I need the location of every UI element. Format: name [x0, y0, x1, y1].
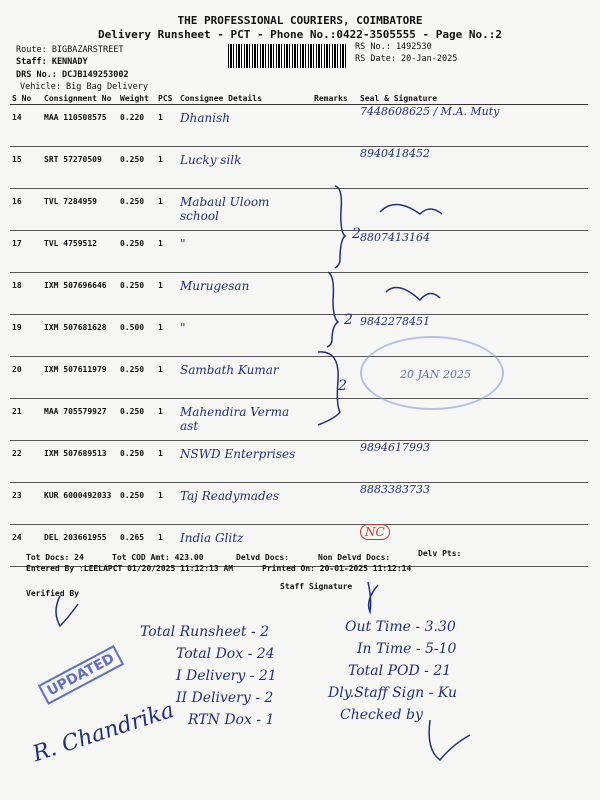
row-weight: 0.250 [120, 407, 145, 416]
row-pcs: 1 [158, 239, 163, 248]
col-signature: Seal & Signature [358, 92, 588, 105]
row-signature: 9894617993 [360, 441, 430, 454]
row-consignment: MAA 110508575 [44, 113, 107, 122]
row-consignee: " [180, 321, 186, 335]
row-sno: 18 [12, 281, 22, 290]
remark-16-17: 2 [352, 226, 361, 242]
row-pcs: 1 [158, 281, 163, 290]
col-consignee: Consignee Details [178, 92, 312, 105]
row-pcs: 1 [158, 323, 163, 332]
staff-signature-stroke [368, 582, 378, 612]
row-weight: 0.250 [120, 155, 145, 164]
company-title: THE PROFESSIONAL COURIERS, COIMBATORE [177, 14, 423, 27]
row-weight: 0.250 [120, 239, 145, 248]
row-sno: 23 [12, 491, 22, 500]
row-weight: 0.250 [120, 197, 145, 206]
row-consignment: IXM 507611979 [44, 365, 107, 374]
row-consignee: Mabaul Uloom school [180, 195, 270, 223]
row-consignee: India Glitz [180, 531, 244, 545]
bracket-18-19 [327, 272, 338, 347]
row-consignee: " [180, 237, 186, 251]
row-pcs: 1 [158, 407, 163, 416]
row-weight: 0.220 [120, 113, 145, 122]
row-signature: 8883383733 [360, 483, 430, 496]
tot-cod: Tot COD Amt: 423.00 [112, 553, 204, 562]
summary-second-delivery: II Delivery - 2 [176, 690, 274, 706]
delvd-docs: Delvd Docs: [236, 553, 289, 562]
row-pcs: 1 [158, 449, 163, 458]
summary-total-runsheet: Total Runsheet - 2 [140, 624, 270, 640]
summary-dly-staff-sign: Dly.Staff Sign - Ku [328, 685, 457, 701]
summary-first-delivery: I Delivery - 21 [176, 668, 277, 684]
row-consignment: TVL 4759512 [44, 239, 97, 248]
row-weight: 0.500 [120, 323, 145, 332]
seal-signature-16 [380, 204, 442, 214]
printed-on: Printed On: 20-01-2025 11:12:14 [262, 564, 412, 573]
row-consignment: MAA 705579927 [44, 407, 107, 416]
row-consignee: Taj Readymades [180, 489, 279, 503]
col-weight: Weight [118, 92, 156, 105]
checked-signature-stroke [429, 720, 470, 760]
summary-total-pod: Total POD - 21 [348, 663, 452, 679]
row-sno: 20 [12, 365, 22, 374]
vehicle-label: Vehicle: Big Bag Delivery [20, 82, 148, 92]
bracket-16-17 [335, 186, 345, 268]
route-label: Route: BIGBAZARSTREET [16, 45, 124, 55]
row-sno: 14 [12, 113, 22, 122]
row-signature: 8807413164 [360, 231, 430, 244]
staff-signature-label: Staff Signature [280, 582, 353, 591]
row-consignee: Mahendira Verma ast [180, 405, 290, 433]
row-consignee: Dhanish [180, 111, 230, 125]
summary-checked-by: Checked by [340, 707, 423, 723]
row-consignment: DEL 203661955 [44, 533, 107, 542]
updated-stamp: UPDATED [38, 645, 124, 705]
row-pcs: 1 [158, 155, 163, 164]
row-sno: 21 [12, 407, 22, 416]
row-consignment: IXM 507689513 [44, 449, 107, 458]
col-pcs: PCS [156, 92, 178, 105]
row-consignee: Lucky silk [180, 153, 242, 167]
row-sno: 24 [12, 533, 22, 542]
rs-date: RS Date: 20-Jan-2025 [355, 54, 458, 64]
drs-label: DRS No.: DCJB149253002 [16, 70, 129, 80]
delv-pts: Delv Pts: [418, 549, 462, 558]
row-weight: 0.265 [120, 533, 145, 542]
rs-number: RS No.: 1492530 [355, 42, 432, 52]
row-sno: 22 [12, 449, 22, 458]
col-consignment: Consignment No [42, 92, 118, 105]
row-pcs: 1 [158, 113, 163, 122]
verified-by: Verified By [26, 589, 79, 598]
staff-label: Staff: KENNADY [16, 57, 88, 67]
row-sno: 17 [12, 239, 22, 248]
row-pcs: 1 [158, 533, 163, 542]
entered-by: Entered By :LEELAPCT 01/20/2025 11:12:13 AM [26, 564, 234, 573]
runsheet-subtitle: Delivery Runsheet - PCT - Phone No.:0422-3505555 - Page No.:2 [98, 28, 502, 41]
row-consignment: TVL 7284959 [44, 197, 97, 206]
remark-20-21: 2 [338, 378, 347, 394]
col-sno: S No [10, 92, 42, 105]
row-weight: 0.250 [120, 491, 145, 500]
row-consignee: Murugesan [180, 279, 250, 293]
seal-signature-19 [386, 288, 440, 301]
non-delvd-docs: Non Delvd Docs: [318, 553, 391, 562]
remark-18-19: 2 [344, 312, 353, 328]
row-consignment: IXM 507681628 [44, 323, 107, 332]
summary-total-dox: Total Dox - 24 [176, 646, 275, 662]
row-signature: 7448608625 / M.A. Muty [360, 105, 500, 118]
checker-signature: R. Chandrika [29, 697, 178, 768]
row-signature: 9842278451 [360, 315, 430, 328]
summary-out-time: Out Time - 3.30 [345, 619, 456, 635]
row-consignment: KUR 6000492033 [44, 491, 112, 500]
bracket-20-21 [318, 352, 340, 425]
row-consignment: IXM 507696646 [44, 281, 107, 290]
row-consignee: NSWD Enterprises [180, 447, 296, 461]
summary-in-time: In Time - 5-10 [357, 641, 457, 657]
verified-signature-stroke [56, 596, 78, 626]
row-signature: NC [360, 524, 390, 540]
row-pcs: 1 [158, 365, 163, 374]
row-signature: 8940418452 [360, 147, 430, 160]
col-remarks: Remarks [312, 92, 358, 105]
row-weight: 0.250 [120, 281, 145, 290]
row-consignment: SRT 57270509 [44, 155, 102, 164]
row-pcs: 1 [158, 197, 163, 206]
tot-docs: Tot Docs: 24 [26, 553, 84, 562]
row-weight: 0.250 [120, 365, 145, 374]
stamp-date: 20 JAN 2025 [400, 368, 471, 381]
row-sno: 19 [12, 323, 22, 332]
row-sno: 16 [12, 197, 22, 206]
row-pcs: 1 [158, 491, 163, 500]
summary-rtn-dox: RTN Dox - 1 [188, 712, 275, 728]
row-weight: 0.250 [120, 449, 145, 458]
row-sno: 15 [12, 155, 22, 164]
row-consignee: Sambath Kumar [180, 363, 279, 377]
